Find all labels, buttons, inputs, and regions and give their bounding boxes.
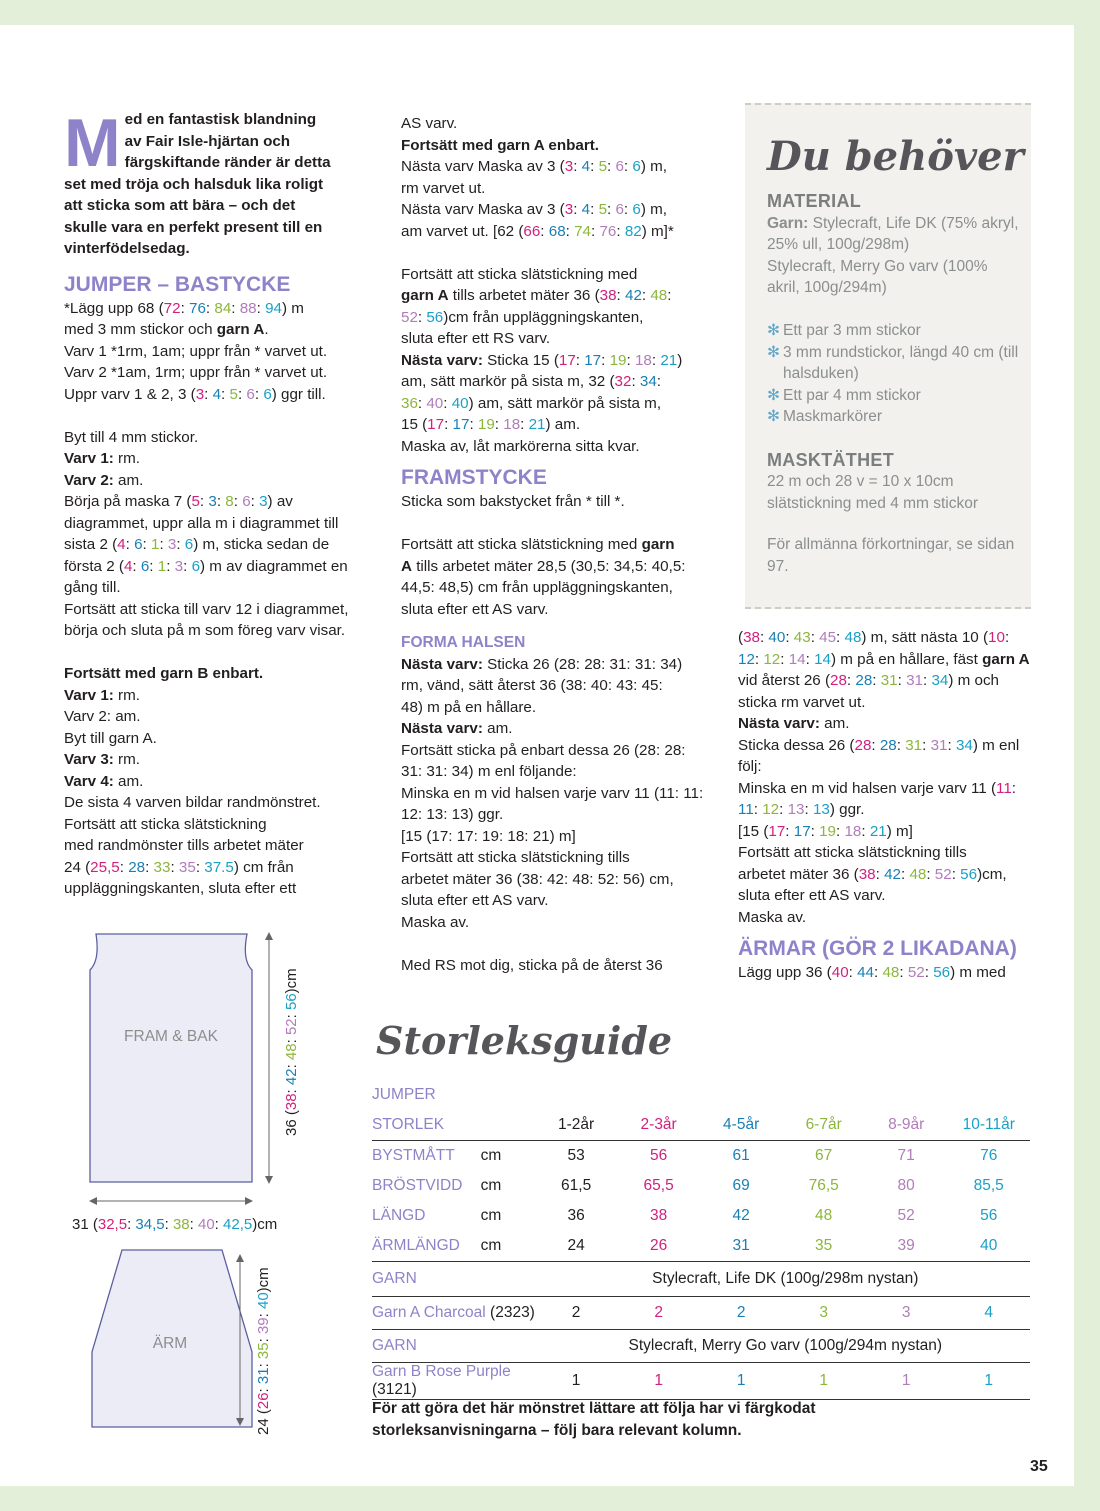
forma-halsen-heading: FORMA HALSEN	[401, 634, 526, 651]
text-line: A tills arbetet mäter 28,5 (30,5: 34,5: 40,5:	[401, 557, 686, 575]
text-line: Nästa varv Maska av 3 (3: 4: 5: 6: 6) m,	[401, 201, 667, 218]
cell: 61	[732, 1147, 750, 1164]
cell: 36	[567, 1207, 585, 1224]
table-row	[372, 1201, 1030, 1231]
cell: 31	[700, 1231, 783, 1262]
asterisk-icon: ✻	[767, 343, 780, 361]
text-line: sticka rm varvet ut.	[738, 693, 866, 711]
cell: 4	[947, 1297, 1030, 1330]
intro-line: av Fair Isle-hjärtan och	[124, 132, 291, 150]
row-unit: cm	[481, 1231, 535, 1262]
text-line: uppläggningskanten, sluta efter ett	[64, 880, 297, 897]
gauge-heading: MASKTÄTHET	[767, 449, 894, 470]
cell: 1	[782, 1363, 865, 1400]
text-line: am, sätt markör på sista m, 32 (32: 34:	[401, 373, 662, 390]
cell: 85,5	[973, 1177, 1004, 1194]
text-line: [15 (17: 17: 19: 18: 21) m]	[738, 822, 913, 840]
materials-title: Du behöver	[767, 133, 1024, 180]
cell: 76	[980, 1147, 998, 1164]
text-line: Nästa varv: am.	[401, 720, 513, 737]
text-line: med 3 mm stickor och garn A.	[64, 321, 269, 338]
text-line: Lägg upp 36 (40: 44: 48: 52: 56) m med	[738, 964, 1006, 981]
list-item: ✻ Maskmarkörer	[767, 406, 1022, 428]
text-line: Nästa varv Maska av 3 (3: 4: 5: 6: 6) m,	[401, 158, 667, 175]
table-row	[372, 1231, 1030, 1262]
text-line: Maska av, låt markörerna sitta kvar.	[401, 437, 640, 455]
table-row	[372, 1330, 1030, 1363]
gauge-text: 22 m och 28 v = 10 x 10cm slätstickning med 4 mm stickor	[767, 473, 979, 512]
text-line: 48) m på en hållare.	[401, 698, 537, 716]
text-line: sluta efter ett AS varv.	[401, 600, 549, 618]
yarn-a-label: Garn A Charcoal (2323)	[372, 1297, 535, 1330]
cell: 1	[617, 1363, 700, 1400]
column-3	[738, 627, 1038, 984]
size-header: 2-3år	[617, 1110, 700, 1141]
text-line: Börja på maska 7 (5: 3: 8: 6: 3) av	[64, 493, 293, 510]
text-line: 11: 12: 13: 13) ggr.	[738, 801, 865, 818]
cell: 2	[535, 1297, 618, 1330]
text-line: Fortsätt att sticka till varv 12 i diagrammet,	[64, 600, 349, 618]
text-line: Sticka dessa 26 (28: 28: 31: 31: 34) m enl	[738, 736, 1020, 754]
text-line: garn A tills arbetet mäter 36 (38: 42: 48:	[401, 287, 672, 304]
cell: 1	[535, 1363, 618, 1400]
sleeve-label: ÄRM	[152, 1335, 188, 1352]
text-line: rm, vänd, sätt återst 36 (38: 40: 43: 45:	[401, 677, 663, 694]
text-line: 15 (17: 17: 19: 18: 21) am.	[401, 416, 581, 433]
text-line: 12: 12: 14: 14) m på en hållare, fäst garn A	[738, 650, 1030, 668]
text-line: De sista 4 varven bildar randmönstret.	[64, 794, 321, 811]
size-guide-title: Storleksguide	[376, 1018, 673, 1063]
text-line: AS varv.	[401, 115, 458, 132]
list-item: ✻ 3 mm rundstickor, längd 40 cm (till halsduken)	[767, 343, 1019, 382]
cell: 56	[650, 1147, 668, 1164]
text-line: sista 2 (4: 6: 1: 3: 6) m, sticka sedan de	[64, 536, 330, 553]
tools-list	[767, 320, 1022, 428]
intro-line: färgskiftande ränder är detta	[124, 154, 331, 171]
text-line: Maska av.	[738, 908, 807, 926]
text-line: vid återst 26 (28: 28: 31: 31: 34) m och	[738, 672, 999, 689]
body-label: FRAM & BAK	[124, 1028, 218, 1045]
text-line: Byt till garn A.	[64, 729, 157, 747]
text-line: Fortsätt att sticka slätstickning	[64, 815, 267, 833]
intro-line: att sticka som att bära – och det	[64, 197, 296, 214]
size-header: 1-2år	[535, 1110, 618, 1141]
asterisk-icon: ✻	[767, 386, 780, 404]
arrow-head-icon	[245, 1197, 253, 1205]
intro-line: ed en fantastisk blandning	[124, 111, 317, 128]
intro-line: set med tröja och halsduk lika roligt	[64, 175, 324, 193]
text-line: Varv 1 *1rm, 1am; uppr från * varvet ut.	[64, 342, 328, 360]
table-row	[372, 1262, 1030, 1297]
text-line: Minska en m vid halsen varje varv 11 (11: 11:	[401, 784, 704, 802]
text-line: Fortsätt med garn B enbart.	[64, 665, 264, 682]
yarn-label: GARN	[372, 1330, 481, 1363]
jumper-heading: JUMPER – BASTYCKE	[64, 272, 291, 296]
list-item: ✻ Ett par 4 mm stickor	[767, 385, 1022, 407]
size-header: 10-11år	[947, 1110, 1030, 1141]
cell: 71	[897, 1147, 915, 1164]
text-line: 44,5: 48,5) cm från uppläggningskanten,	[401, 579, 673, 596]
body-width-label: 31 (32,5: 34,5: 38: 40: 42,5)cm	[72, 1216, 278, 1233]
cell: 38	[650, 1207, 668, 1224]
armar-heading: ÄRMAR (GÖR 2 LIKADANA)	[738, 937, 1017, 960]
yarn-label: GARN	[372, 1262, 481, 1297]
text-line: Fortsätt att sticka slätstickning med garn	[401, 536, 675, 553]
text-line: [15 (17: 17: 19: 18: 21) m]	[401, 827, 576, 845]
table-row	[372, 1363, 1030, 1400]
row-label: LÄNGD	[372, 1207, 426, 1224]
arrow-head-icon	[236, 1254, 244, 1262]
text-line: sluta efter ett AS varv.	[738, 887, 886, 904]
text-line: arbetet mäter 36 (38: 42: 48: 52: 56) cm,	[401, 870, 674, 888]
text-line: Maska av.	[401, 913, 470, 931]
body-height-label: 36 (38: 42: 48: 52: 56)cm	[283, 968, 300, 1136]
asterisk-icon: ✻	[767, 322, 780, 339]
cell: 35	[782, 1231, 865, 1262]
text-line: Sticka som bakstycket från * till *.	[401, 493, 625, 510]
garn-text-2: Stylecraft, Merry Go varv (100% akril, 100g/294m)	[767, 257, 988, 296]
table-row	[372, 1171, 1030, 1201]
intro-line: vinterfödelsedag.	[64, 240, 190, 257]
text-line: (38: 40: 43: 45: 48) m, sätt nästa 10 (10:	[738, 629, 1010, 646]
text-line: rm varvet ut.	[401, 179, 486, 197]
text-line: 12: 13: 13) ggr.	[401, 806, 504, 823]
table-row	[372, 1080, 1030, 1110]
text-line: diagrammet, uppr alla m i diagrammet till	[64, 514, 339, 532]
cell: 80	[897, 1177, 915, 1194]
column-1	[64, 105, 376, 900]
cell: 67	[815, 1147, 833, 1164]
asterisk-icon: ✻	[767, 408, 780, 425]
text-line: med randmönster tills arbetet mäter	[64, 837, 304, 854]
text-line: Nästa varv: Sticka 15 (17: 17: 19: 18: 21)	[401, 351, 683, 369]
cell: 24	[535, 1231, 618, 1262]
arrow-head-icon	[265, 1176, 273, 1184]
cell: 53	[567, 1147, 585, 1164]
size-guide-table	[372, 1080, 1030, 1400]
yarn-description: Stylecraft, Merry Go varv (100g/294m nystan)	[481, 1330, 1030, 1363]
text-line: 31: 31: 34) m enl följande:	[401, 763, 577, 780]
size-label: STORLEK	[372, 1110, 481, 1141]
intro-line: skulle vara en perfekt present till en	[64, 218, 323, 236]
text-line: Varv 2 *1am, 1rm; uppr från * varvet ut.	[64, 364, 328, 381]
cell: 42	[732, 1207, 750, 1224]
cell: 39	[865, 1231, 948, 1262]
row-unit: cm	[480, 1207, 502, 1224]
size-header: 4-5år	[700, 1110, 783, 1141]
dropcap: M	[64, 105, 121, 181]
table-row	[372, 1110, 1030, 1141]
text-line: Varv 1: rm.	[64, 450, 140, 467]
materials-content	[767, 191, 1022, 577]
text-line: Varv 3: rm.	[64, 751, 140, 768]
arrow-head-icon	[89, 1197, 97, 1205]
text-line: följ:	[738, 758, 762, 775]
row-label: BRÖSTVIDD	[372, 1177, 463, 1194]
cell: 3	[782, 1297, 865, 1330]
text-line: Nästa varv: am.	[738, 715, 850, 732]
table-row	[372, 1297, 1030, 1330]
abbreviations-text: För allmänna förkortningar, se sidan 97.	[767, 536, 1015, 575]
text-line: Minska en m vid halsen varje varv 11 (11:	[738, 779, 1017, 797]
text-line: börja och sluta på m som föreg varv visar.	[64, 622, 346, 639]
section-label: JUMPER	[372, 1086, 436, 1103]
text-line: *Lägg upp 68 (72: 76: 84: 88: 94) m	[64, 299, 304, 317]
text-line: Uppr varv 1 & 2, 3 (3: 4: 5: 6: 6) ggr till.	[64, 385, 326, 403]
cell: 26	[617, 1231, 700, 1262]
yarn-description: Stylecraft, Life DK (100g/298m nystan)	[481, 1262, 1030, 1297]
row-unit: cm	[480, 1177, 502, 1194]
cell: 65,5	[643, 1177, 674, 1194]
arrow-head-icon	[265, 932, 273, 940]
cell: 69	[732, 1177, 750, 1194]
row-unit: cm	[480, 1147, 502, 1164]
cell: 1	[947, 1363, 1030, 1400]
text-line: sluta efter ett AS varv.	[401, 892, 549, 909]
size-header: 6-7år	[782, 1110, 865, 1141]
cell: 48	[815, 1207, 833, 1224]
material-heading: MATERIAL	[767, 191, 862, 211]
text-line: Fortsätt att sticka slätstickning tills	[401, 849, 630, 866]
text-line: 36: 40: 40) am, sätt markör på sista m,	[401, 394, 662, 412]
color-code-note: För att göra det här mönstret lättare att följa har vi färgkodat storleksanvisningarna – följ bara relevant kolumn.	[372, 1400, 816, 1439]
table-row	[372, 1141, 1030, 1172]
framstycke-heading: FRAMSTYCKE	[401, 466, 547, 489]
text-line: Fortsätt att sticka slätstickning tills	[738, 844, 967, 861]
row-label: ÄRMLÄNGD	[372, 1231, 481, 1262]
schematic-diagram	[70, 920, 370, 1440]
cell: 3	[865, 1297, 948, 1330]
page-number: 35	[1030, 1458, 1048, 1475]
cell: 40	[947, 1231, 1030, 1262]
cell: 2	[617, 1297, 700, 1330]
text-line: första 2 (4: 6: 1: 3: 6) m av diagrammet en	[64, 557, 348, 575]
cell: 56	[980, 1207, 998, 1224]
text-line: arbetet mäter 36 (38: 42: 48: 52: 56)cm,	[738, 865, 1007, 883]
text-line: gång till.	[64, 579, 121, 596]
text-line: Varv 4: am.	[64, 772, 144, 790]
text-line: Fortsätt sticka på enbart dessa 26 (28: 28:	[401, 741, 686, 759]
cell: 1	[700, 1363, 783, 1400]
materials-box	[745, 103, 1031, 609]
cell: 1	[865, 1363, 948, 1400]
cell: 2	[700, 1297, 783, 1330]
cell: 61,5	[561, 1177, 592, 1194]
garn-text: Garn: Stylecraft, Life DK (75% akryl, 25% ull, 100g/298m)	[767, 214, 1019, 253]
text-line: sluta efter ett RS varv.	[401, 330, 551, 347]
text-line: Byt till 4 mm stickor.	[64, 428, 199, 446]
row-label: BYSTMÅTT	[372, 1147, 455, 1164]
text-line: Med RS mot dig, sticka på de återst 36	[401, 956, 663, 974]
yarn-b-label: Garn B Rose Purple (3121)	[372, 1363, 535, 1400]
text-line: Fortsätt med garn A enbart.	[401, 136, 600, 154]
text-line: Varv 2: am.	[64, 471, 144, 489]
text-line: Nästa varv: Sticka 26 (28: 28: 31: 31: 34)	[401, 655, 683, 673]
size-header: 8-9år	[865, 1110, 948, 1141]
text-line: Fortsätt att sticka slätstickning med	[401, 265, 638, 283]
intro	[64, 105, 376, 260]
sleeve-length-label: 24 (26: 31: 35: 39: 40)cm	[255, 1267, 272, 1435]
list-item: ✻ Ett par 3 mm stickor	[767, 320, 1022, 342]
column-2	[401, 113, 723, 976]
cell: 52	[897, 1207, 915, 1224]
text-line: am varvet ut. [62 (66: 68: 74: 76: 82) m]*	[401, 222, 674, 240]
text-line: 52: 56)cm från uppläggningskanten,	[401, 308, 644, 326]
cell: 76,5	[808, 1177, 839, 1194]
body-piece	[90, 934, 252, 1182]
text-line: 24 (25,5: 28: 33: 35: 37.5) cm från	[64, 858, 294, 876]
text-line: Varv 2: am.	[64, 708, 141, 725]
text-line: Varv 1: rm.	[64, 686, 140, 704]
